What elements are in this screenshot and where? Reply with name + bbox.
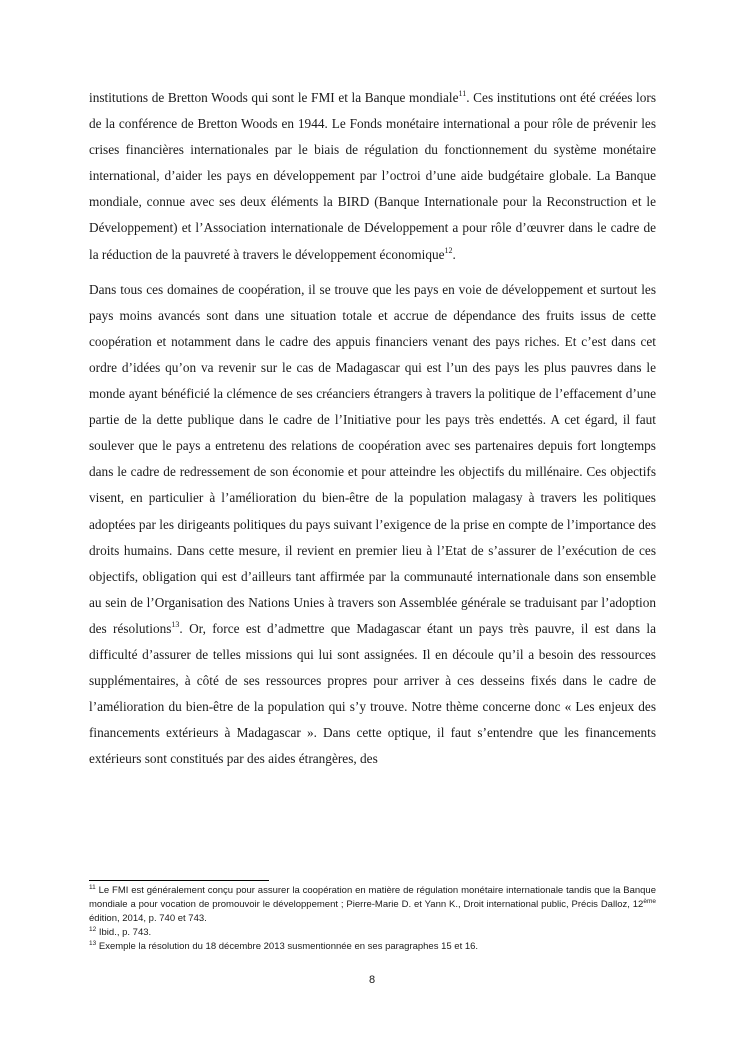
body-text: [89, 85, 656, 772]
paragraph-2: [89, 277, 656, 773]
footnote-13: [89, 940, 656, 954]
footnote-text: Ibid., p. 743.: [96, 927, 152, 938]
paragraph-text: .: [452, 246, 456, 262]
footnote-separator: [89, 880, 269, 881]
paragraph-1: [89, 85, 656, 268]
footnotes: [89, 884, 656, 954]
footnote-11: [89, 884, 656, 926]
footnote-marker: 11: [89, 884, 96, 891]
paragraph-text: . Ces institutions ont été créées lors de la conférence de Bretton Woods en 1944. Le Fonds monétaire international a pour rôle de prévenir les crises financières internationales par le biais de régulation du fonctionnement du système monétaire international, d’aider les pays en développement par l’octroi d’une aide budgétaire globale. La Banque mondiale, connue avec ses deux éléments la BIRD (Banque Internationale pour la Reconstruction et le Développement) et l’Association internationale de Développement a pour rôle d’œuvrer dans le cadre de la réduction de la pauvreté à travers le développement économique: [89, 90, 657, 262]
footnote-marker: 12: [89, 926, 97, 933]
paragraph-text: institutions de Bretton Woods qui sont le FMI et la Banque mondiale: [89, 90, 459, 105]
footnote-ref-13[interactable]: 13: [171, 619, 180, 629]
footnote-marker: 13: [89, 940, 97, 947]
footnote-text: Le FMI est généralement conçu pour assurer la coopération en matière de régulation monétaire internationale tandis que la Banque mondiale a pour vocation de promouvoir le développement ; Pierre-Marie D. et Yann K., Droit international public, Précis Dalloz, 12: [89, 885, 656, 910]
footnote-ref-11[interactable]: 11: [458, 89, 467, 98]
footnote-ref-12[interactable]: 12: [444, 245, 453, 255]
ordinal-suffix: ème: [643, 898, 656, 905]
page-number: 8: [368, 974, 376, 986]
paragraph-text: . Or, force est d’admettre que Madagascar étant un pays très pauvre, il est dans la difficulté d’assurer de telles missions qui lui sont assignées. Il en découle qu’il a besoin des ressources supplémentaires, à côté de ses ressources propres pour arriver à ces desseins fixés dans le cadre de l’amélioration du bien-être de la population qui s’y trouve. Notre thème concerne donc « Les enjeux des financements extérieurs à Madagascar ». Dans cette optique, il faut s’entendre que les financements extérieurs sont constitués par des aides étrangères, des: [89, 620, 657, 767]
footnote-text: Exemple la résolution du 18 décembre 2013 susmentionnée en ses paragraphes 15 et 16.: [96, 941, 479, 952]
footnote-12: [89, 926, 656, 940]
footnote-text: édition, 2014, p. 740 et 743.: [89, 913, 207, 924]
paragraph-text: Dans tous ces domaines de coopération, il se trouve que les pays en voie de développement et surtout les pays moins avancés sont dans une situation totale et accrue de dépendance des fruits issus de cette coopération et notamment dans le cadre des appuis financiers venant des pays riches. Et c’est dans cet ordre d’idées qu’on va revenir sur le cas de Madagascar qui est l’un des pays les plus pauvres dans le monde ayant bénéficié la clémence de ses créanciers étrangers à travers la politique de l’effacement d’une partie de la dette publique dans le cadre de l’Initiative pour les pays très endettés. A cet égard, il faut soulever que le pays a entretenu des relations de coopération avec ses partenaires depuis fort longtemps dans le cadre de redressement de son économie et pour atteindre les objectifs du millénaire. Ces objectifs visent, en particulier à l’amélioration du bien-être de la population malagasy à travers les politiques adoptées par les dirigeants politiques du pays suivant l’exigence de la prise en compte de l’importance des droits humains. Dans cette mesure, il revient en premier lieu à l’Etat de s’assurer de l’exécution de ces objectifs, obligation qui est d’ailleurs tant affirmée par la communauté internationale dans son ensemble au sein de l’Organisation des Nations Unies à travers son Assemblée générale se traduisant par l’adoption des résolutions: [89, 281, 656, 636]
